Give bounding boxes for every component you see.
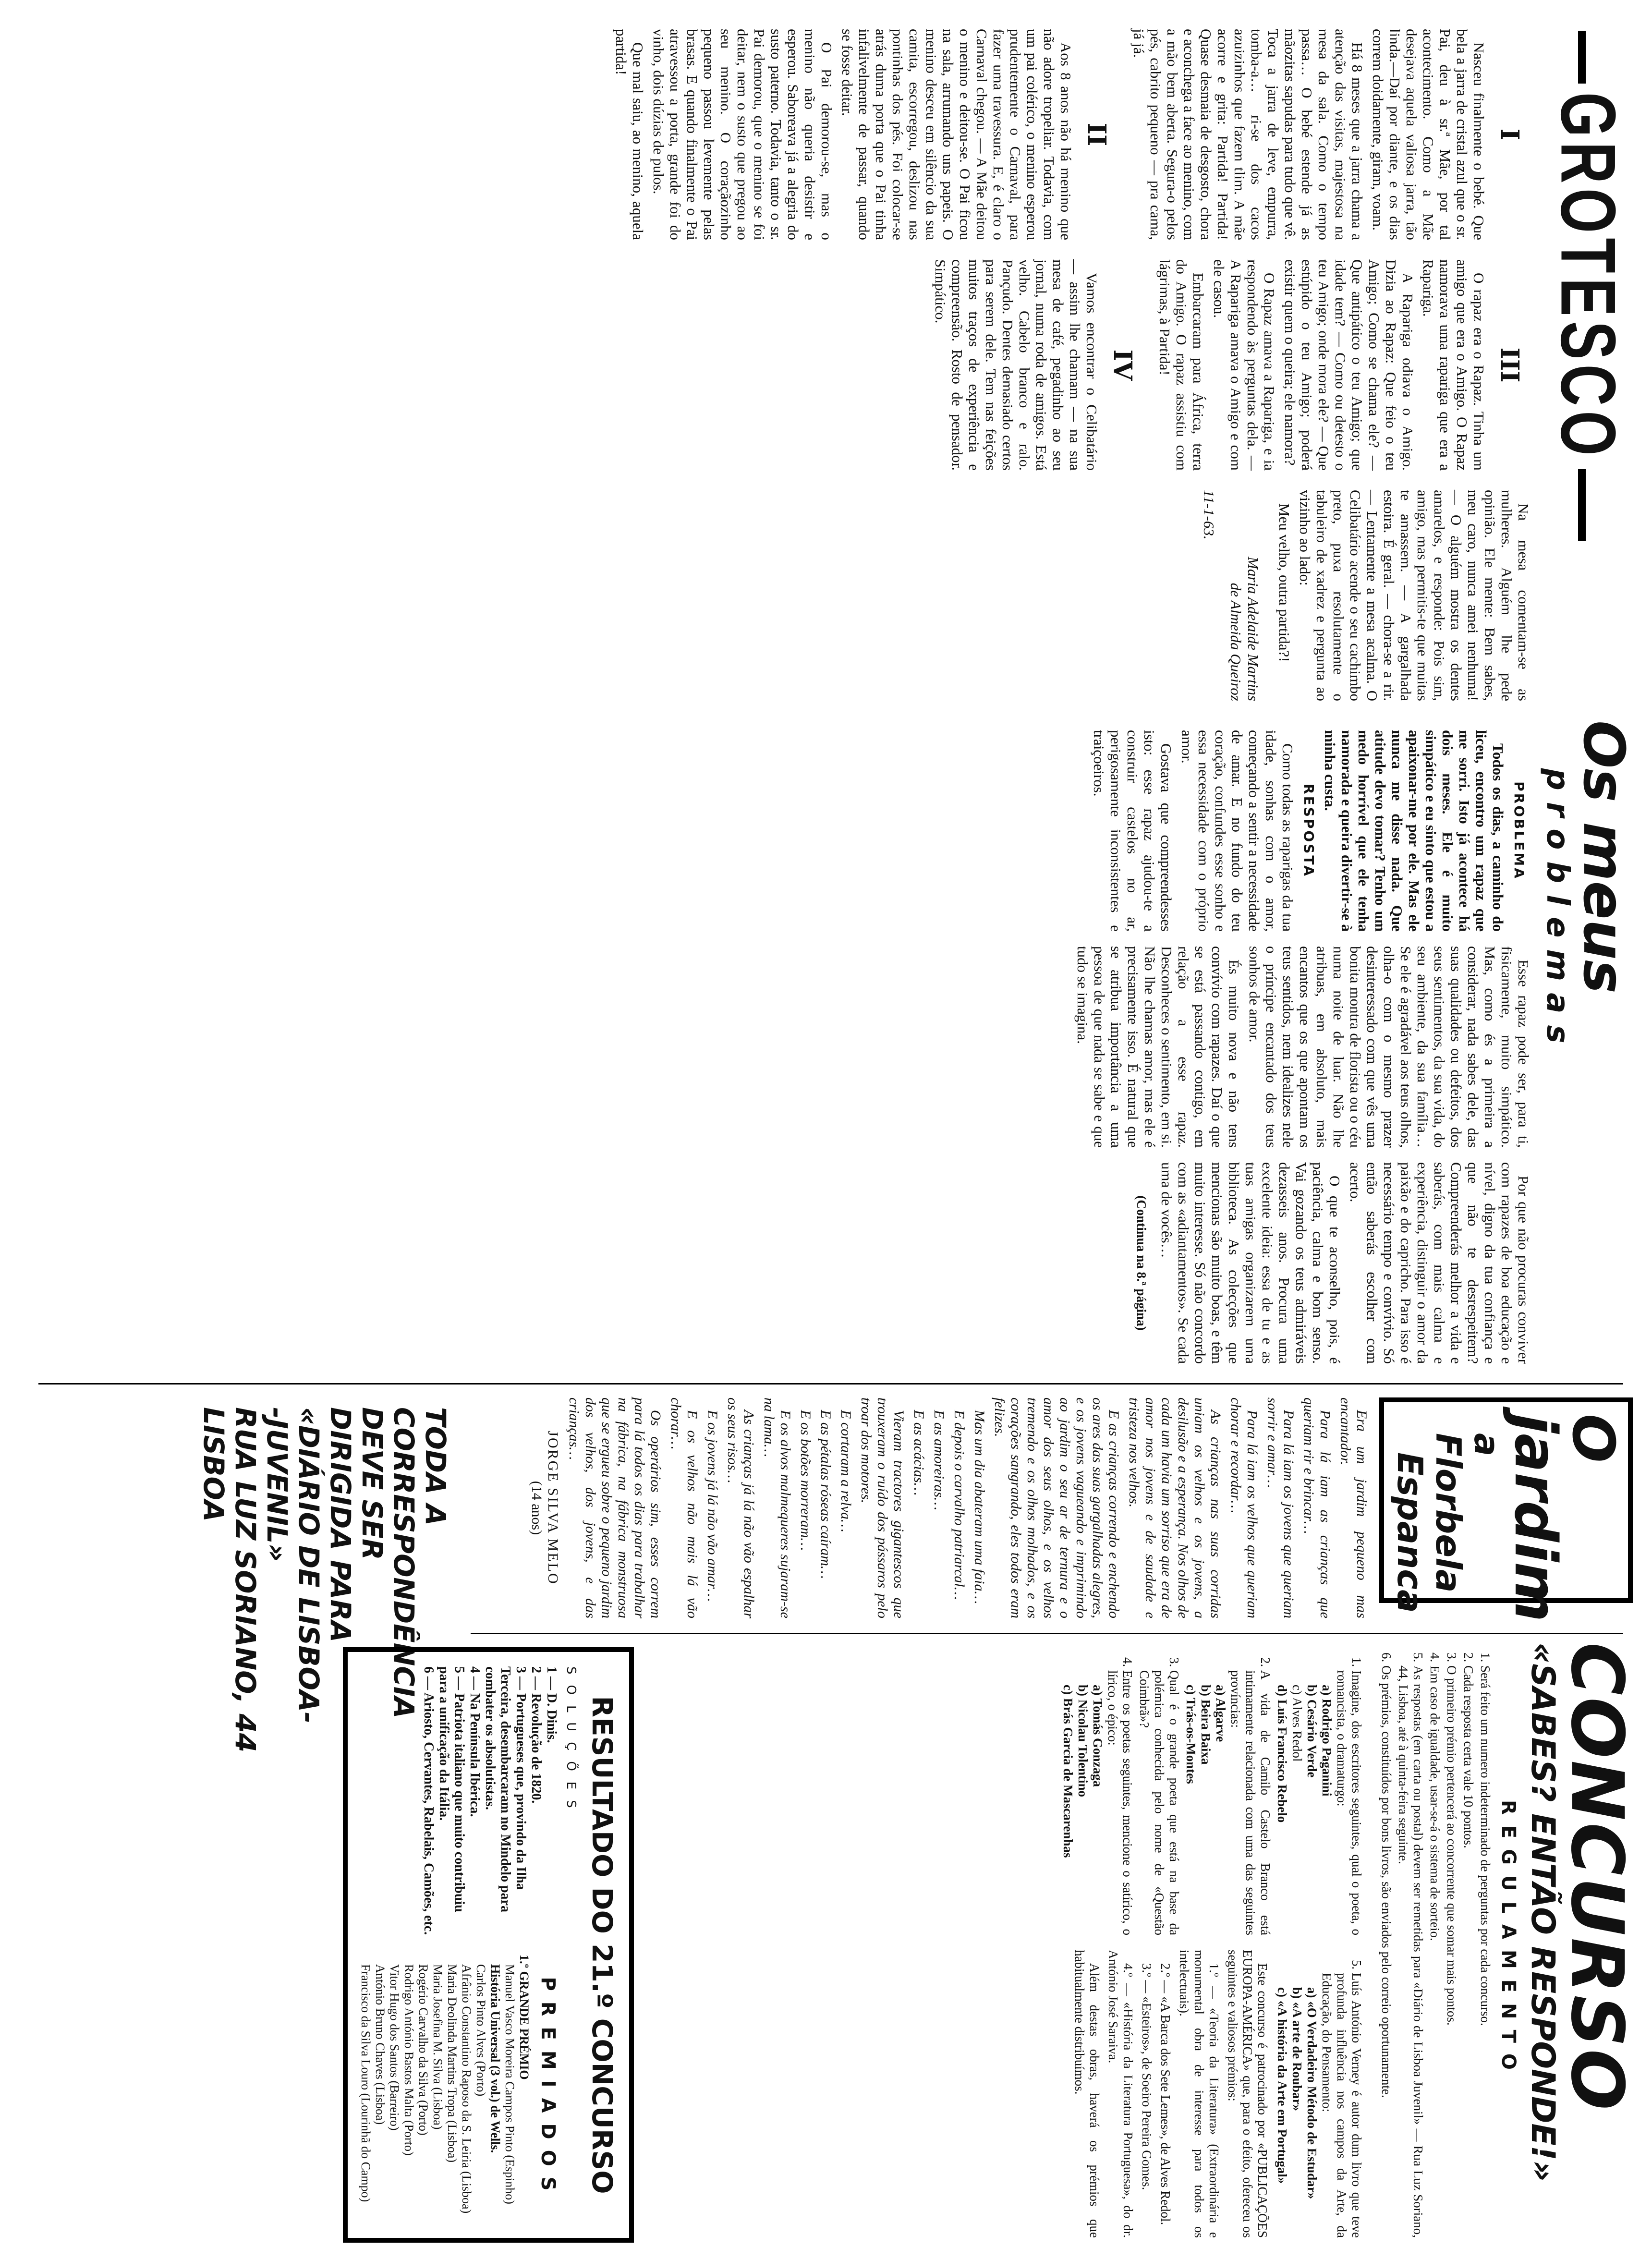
result-frame (343, 1647, 634, 2243)
paragraph: Por que não procuras conviver com rapazes de boa educação e nível, digno da tua confiança e que não te desrespeitem? Compreenderás melhor a vida e saberás, com mais calma e experiência, distinguir o amor da paixão e do capricho. Para isso é necessário tempo e convívio. Só então saberás escolher com acerto. (1347, 1162, 1532, 1364)
question-item (1275, 1973, 1364, 2238)
problem-heading: PROBLEMA (1511, 781, 1527, 880)
prize-name: História Universal (3 vol.) de Wells. (488, 1964, 502, 2153)
paragraph: Há 8 meses que a jarra chama a atenção das visitas, majestosa na mesa da sala. Como o tempo passa… O bebé estende já as mãozitas sapudas para tudo que vê. Toca a jarra de leve, empurra, tomba-a… ri-se dos cacos azuizinhos que fazem tlim. A mãe acorre e grita: Partida! Partida! Quase desmaia de desgosto, chora e aconchega a face ao menino, com a mão bem aberta. Segura-o pelos pés, cabrito pequeno — pra cama, já já. (1130, 29, 1366, 240)
os-meus-column-3 (1130, 1162, 1532, 1364)
rule-item: 5. As respostas (em carta ou postal) devem ser remetidas para «Diário de Lisboa Juvenil» — Rua Luz Soriano, 44, Lisboa, até à quinta-feira seguinte. (1396, 1665, 1425, 2238)
notice-line: LISBOA (197, 1407, 230, 1522)
paragraph: O rapaz era o Rapaz. Tinha um amigo que era o Amigo. O Rapaz namorava uma rapariga que era a Rapariga. (1420, 259, 1487, 471)
resultado-box (343, 1647, 634, 2243)
paragraph: Que mal saiu, ao menino, aquela partida! (613, 29, 646, 240)
poem-line: E os jovens já lá não vão amar… (705, 1410, 720, 1602)
option: a) «O Verdadeiro Método de Estudar» (1305, 1987, 1319, 2199)
paragraph: O que te aconselho, pois, é paciência, calma e bom senso. Vai gozando os teus admiráveis dezasseis anos. Procura uma excelente ideia: essa de tu e as tuas amigas organizarem uma biblioteca. As colecções que mencionas são muito boas, e têm muito interesse. Só não concordo com as «adiantamentos». Se cada uma de vocês… (1158, 1162, 1343, 1364)
grotesco-article (1542, 24, 1633, 716)
jardim-article (528, 1397, 1633, 1622)
winner-name: Manuel Vasco Moreira Campos Pinto (Espinho) (503, 1964, 517, 2204)
jardim-title-box (1379, 1397, 1633, 1622)
poem-line: E as crianças correndo e enchendo os ares das suas gargalhadas alegres, e os jovens vagueando e imprimindo ao jardim o seu ar de ternura e o amor dos seus olhos, e os velhos tremendo e os olhos molhados, e os corações sangrando, eles todos eram felizes. (992, 1397, 1122, 1618)
solucoes-heading: SOLUÇÕES (564, 1666, 578, 1819)
questions-list-2 (1275, 1950, 1364, 2238)
author-age: (14 anos) (529, 1481, 545, 1535)
poem-line: Para lá iam as crianças que queriam rir e brincar… (1301, 1397, 1333, 1618)
concurso-subtitle: «SABES? ENTÃO RESPONDE!» (1524, 1642, 1562, 2182)
column-rule (38, 1383, 1623, 1385)
jardim-author (528, 1397, 561, 1618)
question-text: Entre os poetas seguintes, mencione o satírico, o lírico, o épico: (1105, 1670, 1135, 1935)
notice-line: DEVE SER (356, 1407, 389, 1560)
rule-item: 3. O primeiro prémio pertencerá ao concorrente que somar mais pontos. (1444, 1665, 1459, 2238)
solutions-list (358, 1666, 559, 1935)
answer-heading: RESPOSTA (1301, 784, 1317, 878)
question-item (1275, 1670, 1364, 1935)
option: b) «A arte de Roubar» (1290, 1987, 1304, 2111)
paragraph: Como todas as raparigas da tua idade, sonhas com o amor, começando a sentir a necessidade de amar. E no fundo do teu coração, confundes esse sonho e essa necessidade com o próprio amor. (1178, 730, 1296, 932)
section-numeral: IV (1108, 349, 1137, 381)
winner-name: Francisco da Silva Louro (Lourinhã do Campo) (359, 1964, 373, 2202)
concurso-section (1377, 1642, 1639, 2238)
winner-name: Afrânio Constantino Raposo da S. Leiria (Lisboa) (460, 1964, 474, 2214)
jardim-title: O jardim (1502, 1414, 1626, 1622)
poem-line: Para lá iam os velhos que queriam chorar e recordar… (1228, 1397, 1260, 1618)
notice-line: DIRIGIDA PARA (324, 1407, 357, 1642)
solution-item: 4 — Na Península Ibérica. (467, 1666, 482, 1817)
question-item (1183, 1670, 1273, 1935)
winner-name: António Bruno Chaves (Lisboa) (373, 1964, 387, 2125)
notice-line: TODA A (419, 1407, 452, 1526)
solution-item: 2 — Revolução de 1820. (529, 1666, 544, 1804)
premiados-heading: PREMIADOS (537, 1977, 559, 2201)
prize-item: 2.º — «A Barca dos Sete Lemes», de Alves Redol. (1158, 1963, 1173, 2225)
question-text: Luís António Verney é autor dum livro que teve profunda influência nos campos da Arte, da Educação, do Pensamento: (1320, 1973, 1364, 2238)
paragraph: Embarcaram para África, terra do Amigo. O rapaz assistiu com lágrimas, à Partida! (1156, 259, 1207, 471)
option: c) «A história da Arte em Portugal» (1275, 1987, 1289, 2184)
jardim-subtitle-2: Espanca (1390, 1452, 1430, 1613)
paragraph: Na mesa comentam-se as mulheres. Alguém lhe pede opinião. Ele mente: Bem sabes, meu caro, nunca amei nenhuma! — O alguém mostra os dentes amarelos, e responde: Pois sim, amigo, mas permitis-te que muitas te amassem. — A gargalhada estoira. É geral. — chora-se a rir. — Lentamente a mesa acalma. O Celibatário acende o seu cachimbo preto, puxa resolutamente o tabuleiro de xadrez e pergunta ao vizinho ao lado: (1297, 490, 1532, 701)
prize-note: Além destas obras, haverá os prémios que habitualmente distribuímos. (1072, 1950, 1102, 2238)
option: b) Beira Baixa (1199, 1685, 1213, 1765)
winners-list (358, 1955, 559, 2223)
notice-line: «DIÁRIO DE LISBOA- (292, 1407, 325, 1724)
paragraph: A Rapariga odiava o Amigo. Dizia ao Rapaz: Que feio o teu Amigo; Como se chama ele? — Que antipático o teu Amigo; que idade tem? — Como ou detesto o teu Amigo; onde mora ele? — Que estúpido o teu Amigo; poderá existir quem o queira; ele namora? (1282, 259, 1416, 471)
poem-line: As crianças já lá não vão espalhar os seus risos… (725, 1397, 757, 1618)
title-rule-left (1578, 31, 1586, 84)
jardim-text (566, 1397, 1370, 1618)
poem-line: E as amoreiras… (931, 1410, 947, 1510)
os-meus-problemas (1540, 720, 1637, 1153)
paragraph: O Rapaz amava a Rapariga, e ia respondendo às perguntas dela. — A Rapariga amava o Amigo e com ele casou. (1211, 259, 1278, 471)
poem-line: Era um jardim pequeno mas encantador. (1337, 1397, 1370, 1618)
winner-name: Vitor Hugo dos Santos (Barreiro) (388, 1964, 401, 2131)
os-meus-column-1 (1087, 730, 1532, 932)
section-numeral: II (1082, 122, 1111, 146)
prize-item: 4.º — «História da Literatura Portuguesa», do dr. António José Saraiva. (1106, 1950, 1135, 2238)
author-signature (1227, 490, 1262, 701)
paragraph: És muito nova e não tens convívio com rapazes. Daí o que se está passando contigo, em relação a esse rapaz. Desconheces o sentimento, em si. Não lhe chamas amor, mas ele é precisamente isso. É natural que se atribua importância a uma pessoa de que nada se sabe e que tudo se imagina. (1074, 946, 1242, 1148)
section-numeral: III (1495, 347, 1524, 383)
title-rule-right (1578, 469, 1586, 541)
jardim-subtitle: a Florbela (1428, 1433, 1507, 1593)
os-meus-title: Os meus (1571, 720, 1637, 994)
rule-item: 6. Os prémios, constituídos por bons livros, são enviados pelo correio oportunamente. (1379, 1665, 1394, 2238)
paragraph: Vamos encontrar o Celibatário — assim lhe chamam — na sua mesa de café, pegadinho ao seu jornal, numa roda de amigos. Está velho. Cabelo branco e ralo. Pançudo. Dentes demasiado certos para serem dele. Tem nas feições muitos traços de experiência e compreensão. Rosto de pensador. Simpático. (932, 259, 1100, 471)
author-name-2: de Almeida Queiroz (1227, 583, 1244, 701)
winner-name: Rodrigo António Bastos Malta (Porto) (402, 1964, 416, 2156)
grotesco-column-3 (1200, 490, 1532, 701)
rule-item: 4. Em caso de igualdade, usar-se-á o sistema de sorteio. (1427, 1665, 1442, 2238)
solution-item: 1 — D. Dinis. (544, 1666, 559, 1743)
column-rule (471, 1633, 1623, 1634)
notice-line: -JUVENIL» (261, 1407, 293, 1562)
poem-line: E depois o carvalho patriarcal… (951, 1410, 967, 1600)
question-item (1137, 1670, 1181, 1935)
problem-text: Todos os dias, a caminho do liceu, encontro um rapaz que me sorri. Isto já acontece há dois meses. Ele é muito simpático e eu sinto que estou a apaixonar-me por ele. Mas ele nunca me disse nada. Que atitude devo tomar? Tenho um medo horrível que ele tenha namorada e queira divertir-se à minha custa. (1322, 730, 1506, 932)
result-title: RESULTADO DO 21.º CONCURSO (586, 1696, 619, 2194)
os-meus-subtitle: problemas (1540, 768, 1575, 1055)
rule-item: 1. Será feito um numero indeterminado de perguntas por cada concurso. (1478, 1665, 1493, 2238)
notice-line: CORRESPONDÊNCIA (388, 1407, 420, 1719)
prize-item: 3.º — «Esteiros», de Soeiro Pereira Gomes. (1140, 1963, 1154, 2190)
article-date: 11-1-63. (1201, 490, 1217, 540)
winner-name: Rogério Carvalho da Silva (Porto) (416, 1964, 430, 2136)
winner-name: Maria Josefina M. Silva (Lisboa) (431, 1964, 445, 2130)
grand-prize-label: 1.º GRANDE PRÉMIO (517, 1955, 531, 2080)
author-name: Maria Adelaide Martins (1245, 557, 1262, 701)
poem-line: Os operários sim, esses correm para lá todos os dias para trabalhar na fábrica, na fábrica monstruosa que se ergueu sobre o pequeno jardim dos velhos, dos jovens, e das crianças… (566, 1397, 664, 1618)
os-meus-column-2 (1070, 946, 1532, 1148)
paragraph: Nasceu finalmente o bebé. Que bela a jarra de cristal azul que o sr. Pai, deu à sr.ª Mãe, por tal acontecimento. Como a Mãe desejava aquela valiosa jarra, tão linda.—Daí por diante, e os dias correm doidamente, giram, voam. (1370, 29, 1487, 240)
paragraph: Aos 8 anos não há menino que não adore tropeliar. Todavia, com um pai colérico, o menino esperou prudentemente o Carnaval, para fazer uma travessura. E, é claro o Carnaval chegou. — A Mãe deitou o menino e deitou-se. O Pai ficou na sala, arrumando uns papeis. O menino desceu em silêncio da sua camita, escorregou, deslizou nas pontinhas dos pés. Foi colocar-se atrás duma porta que o Pai tinha infalivelmente de passar, quando se fosse deitar. (839, 29, 1074, 240)
solution-item: 6 — Ariosto, Cervantes, Rabelais, Camões, etc. (421, 1666, 436, 1935)
poem-line: E as acácias… (911, 1410, 927, 1496)
grotesco-column-2 (928, 259, 1532, 471)
poem-line: As crianças nas suas corridas uniam os velhos e os jovens, a desilusão e a esperança. Nos olhos de cada um havia um sorriso que era de amor nos jovens e de saudade e tristeza nos velhos. (1126, 1397, 1224, 1618)
prize-item: 1.º — «Teoria da Literatura» (Extraordinária e monumental obra de interesse para todos os intelectuais). (1177, 1950, 1221, 2238)
poem-line: Para lá iam os jovens que queriam sorrir e amar… (1264, 1397, 1297, 1618)
winner-name: Carlos Pinto Alves (Porto) (474, 1964, 488, 2097)
poem-line: Vieram tractores gigantescos que trouxeram o ruído dos pássaros pelo troar dos motores. (858, 1397, 907, 1618)
winner-name: Maria Deolinda Martins Tropa (Lisboa) (445, 1964, 459, 2163)
paragraph: Meu velho, outra partida?! (1276, 503, 1293, 662)
option: a) Rodrigo Paganini (1320, 1685, 1334, 1797)
option: d) Luís Francisco Rebelo (1275, 1685, 1289, 1823)
paragraph: Gostava que compreendesses isto: esse rapaz ajudou-te a construir castelos no ar, perigosamente inconsistentes e traiçoeiros. (1091, 730, 1175, 932)
grotesco-column-1 (609, 29, 1532, 240)
poem-line: E os alvos malmequeres sujaram-se na lama… (761, 1397, 793, 1618)
question-text: Imagine, dos escritores seguintes, qual o poeta, o romancista, o dramaturgo: (1335, 1670, 1364, 1935)
option: c) Brás Garcia de Mascarenhas (1061, 1685, 1075, 1858)
option: c) Trás-os-Montes (1184, 1685, 1198, 1784)
grotesco-header (1542, 24, 1633, 716)
solution-item: 3 — Portugueses que, provindo da Ilha Terceira, desembarcaram no Mindelo para combater os absolutistas. (483, 1666, 528, 1912)
option: c) Alves Redol (1290, 1685, 1304, 1762)
concurso-questions-1 (1058, 1647, 1364, 1935)
continued-note: (Continua na 8.ª página) (1134, 1195, 1149, 1331)
questions-list (1060, 1647, 1364, 1935)
option: b) Cesário Verde (1305, 1685, 1319, 1778)
question-text: A vida de Camilo Castelo Branco está intimamente relacionada com uma das seguintes províncias: (1228, 1670, 1273, 1935)
regulamento-heading: REGULAMENTO (1497, 1800, 1519, 2080)
concurso-questions-2 (1068, 1950, 1364, 2238)
paragraph: O Pai demorou-se, mas o menino não queria desistir e esperou. Saboreava já a alegria do susto paterno. Todavia, tanto o sr. Pai demorou, que o menino se foi deitar, nem o susto que pregou ao seu menino. O coraçãozinho pequeno passou levemente pelas brasas. E quando finalmente o Pai atravessou a porta, grande foi do vinho, dois dúzias de pulos. (650, 29, 835, 240)
section-numeral: I (1495, 128, 1524, 141)
question-item (1060, 1670, 1135, 1935)
poem-line: Mas um dia abateram uma faia… (972, 1410, 987, 1604)
option: a) Algarve (1214, 1685, 1228, 1742)
option: a) Tomás Gonzaga (1091, 1685, 1105, 1787)
poem-line: E os botões morreram… (798, 1410, 814, 1551)
rules-list (1379, 1642, 1493, 2238)
poem-line: E cortaram a relva… (838, 1410, 854, 1532)
solution-item: 5 — Patriota italiano que muito contribuiu para a unificação da Itália. (437, 1666, 467, 1912)
paragraph: Esse rapaz pode ser, para ti, fisicamente, muito simpático. Mas, como és a primeira a considerar, nada sabes dele, das suas qualidades ou defeitos, dos seus sentimentos, da sua vida, do seu ambiente, da sua família… Se ele é agradável aos teus olhos, olha-o com o mesmo prazer desinteressado com que vês uma bonita montra de florista ou o céu numa noite de luar. Não lhe atribuas, em absoluto, mais encantos que os que apontam os teus sentidos, nem idealizes nele o príncipe encantado dos teus sonhos de amor. (1246, 946, 1532, 1148)
question-text: Qual é o grande poeta que está na base da polémica conhecida pelo nome de «Questão Coimbrã»? (1137, 1670, 1181, 1935)
poem-line: E as pétalas róseas caíram… (818, 1410, 834, 1579)
prize-note: Este concurso é patrocinado por «PUBLICAÇÕES EUROPA-AMÉRICA» que, para o efeito, ofereceu os seguintes e valiosos prémios: (1226, 1950, 1270, 2238)
poem-line: E os velhos não mais lá vão chorar… (668, 1397, 700, 1618)
rule-item: 2. Cada resposta certa vale 10 pontos. (1461, 1665, 1476, 2238)
result-content (358, 1666, 559, 2223)
author-name: JORGE SILVA MELO (545, 1431, 561, 1585)
notice-line: RUA LUZ SORIANO, 44 (229, 1407, 262, 1753)
option: b) Nicolau Tolentino (1076, 1685, 1090, 1797)
concurso-title: CONCURSO (1555, 1642, 1639, 2113)
grotesco-title: GROTESCO (1544, 92, 1632, 461)
